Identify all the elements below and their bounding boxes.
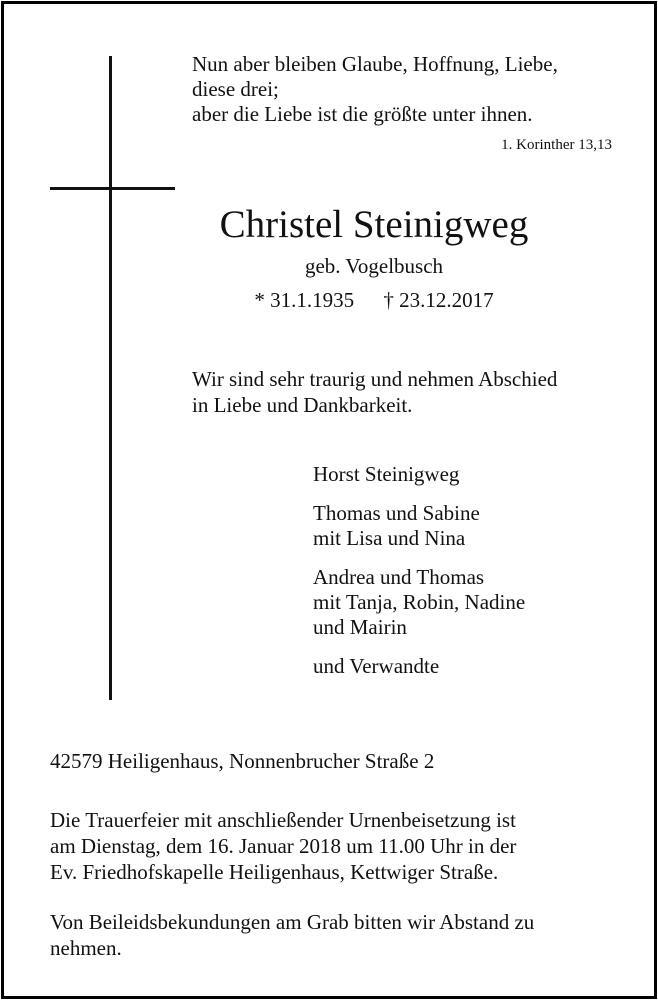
farewell-line: in Liebe und Dankbarkeit. <box>192 393 413 417</box>
mourner-line: mit Lisa und Nina <box>313 526 466 550</box>
verse-line: aber die Liebe ist die größte unter ihnen. <box>192 102 533 126</box>
mourner-line: mit Tanja, Robin, Nadine <box>313 590 526 614</box>
birth-date: * 31.1.1935 <box>254 288 355 312</box>
cross-vertical-bar <box>109 56 112 700</box>
verse-line: Nun aber bleiben Glaube, Hoffnung, Liebe, <box>192 52 558 76</box>
mourner-line: Thomas und Sabine <box>313 501 480 525</box>
bible-verse <box>192 52 558 127</box>
mourner-group <box>313 565 525 640</box>
verse-reference: 1. Korinther 13,13 <box>501 137 612 153</box>
condolence-line: Von Beileidsbekundungen am Grab bitten wir Abstand zu <box>50 910 535 934</box>
mourners-list <box>313 462 525 693</box>
mourner-line: und Verwandte <box>313 654 440 678</box>
birth-name: geb. Vogelbusch <box>304 254 444 278</box>
mourner-group <box>313 654 525 679</box>
farewell-text <box>192 366 557 418</box>
mourner-line: Horst Steinigweg <box>313 462 460 486</box>
ceremony-line: am Dienstag, dem 16. Januar 2018 um 11.00 Uhr in der <box>50 834 517 858</box>
verse-line: diese drei; <box>192 77 279 101</box>
ceremony-info <box>50 807 516 885</box>
death-date: † 23.12.2017 <box>383 288 494 312</box>
mourner-line: Andrea und Thomas <box>313 565 485 589</box>
cross-horizontal-bar <box>50 187 175 190</box>
condolence-note <box>50 909 534 961</box>
farewell-line: Wir sind sehr traurig und nehmen Abschied <box>192 367 558 391</box>
condolence-line: nehmen. <box>50 936 122 960</box>
mourner-group <box>313 462 525 487</box>
mourner-group <box>313 501 525 551</box>
ceremony-line: Die Trauerfeier mit anschließender Urnenbeisetzung ist <box>50 808 516 832</box>
life-dates <box>194 288 554 313</box>
mourner-line: und Mairin <box>313 615 407 639</box>
ceremony-line: Ev. Friedhofskapelle Heiligenhaus, Kettwiger Straße. <box>50 860 499 884</box>
obituary-frame <box>1 1 657 999</box>
address: 42579 Heiligenhaus, Nonnenbrucher Straße 2 <box>50 749 435 773</box>
deceased-name: Christel Steinigweg <box>219 203 529 246</box>
